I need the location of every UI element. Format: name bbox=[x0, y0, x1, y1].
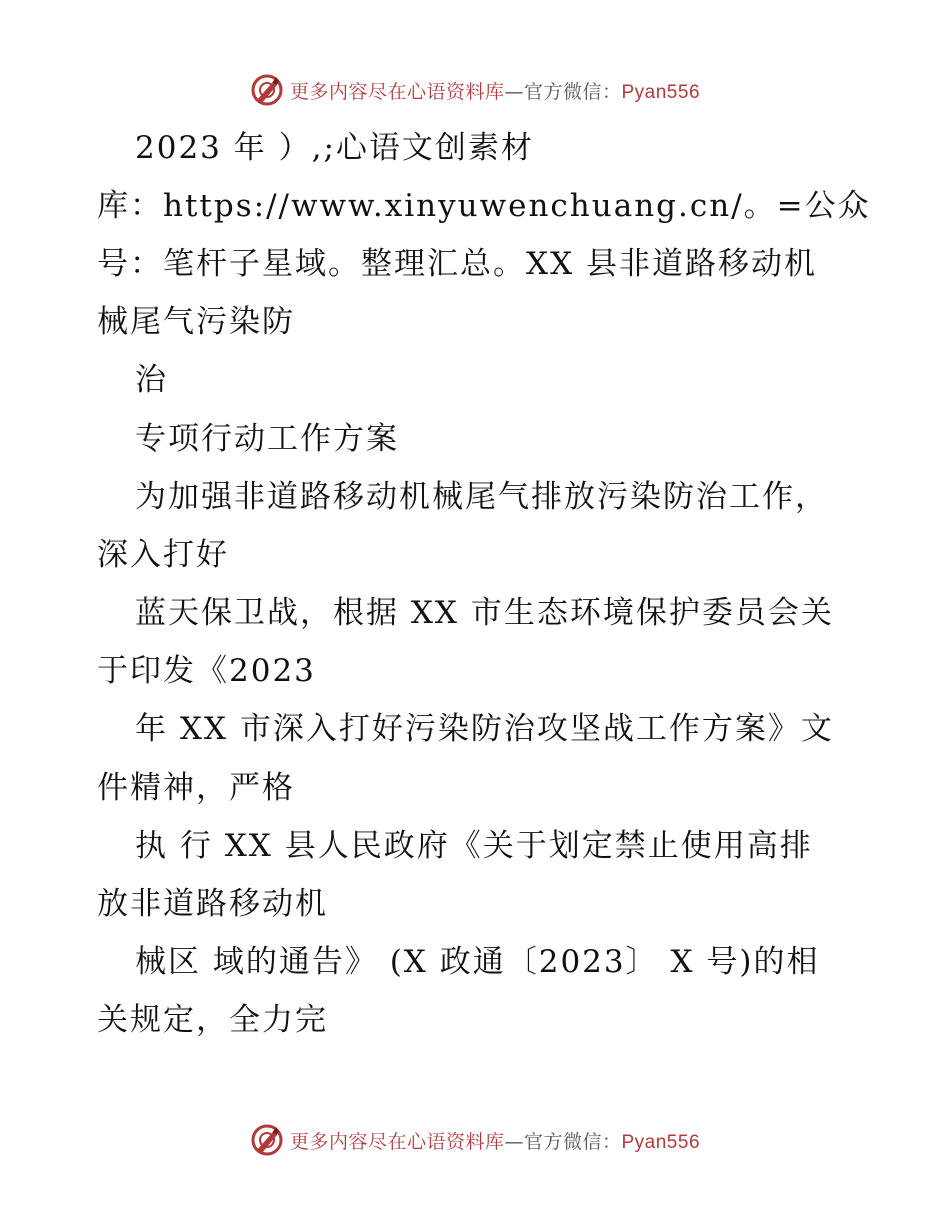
banner-official-label: 官方微信： bbox=[523, 80, 622, 103]
banner-wechat-id: Pyan556 bbox=[621, 81, 701, 103]
text-line: 械尾气污染防 bbox=[97, 304, 295, 340]
footer-banner bbox=[0, 1120, 950, 1160]
pen-logo-icon bbox=[250, 1123, 284, 1157]
banner-dash: — bbox=[504, 1130, 524, 1153]
text-line: 为加强非道路移动机械尾气排放污染防治工作， bbox=[135, 479, 828, 515]
banner-main-text: 更多内容尽在心语资料库 bbox=[289, 80, 505, 103]
banner-dash: — bbox=[504, 80, 524, 103]
text-line: 械区 域的通告》 (X 政通〔2023〕 X 号)的相 bbox=[135, 944, 820, 980]
text-line: 放非道路移动机 bbox=[97, 886, 328, 922]
text-line: 治 bbox=[135, 362, 168, 398]
text-line: 于印发《2023 bbox=[97, 653, 316, 689]
text-line: 件精神，严格 bbox=[97, 770, 295, 806]
banner-main-text: 更多内容尽在心语资料库 bbox=[289, 1130, 505, 1153]
banner-official-label: 官方微信： bbox=[523, 1130, 622, 1153]
text-line: 库：https://www.xinyuwenchuang.cn/。=公众 bbox=[97, 188, 871, 224]
text-line: 2023 年 ）,;心语文创素材 bbox=[135, 130, 534, 166]
text-line: 深入打好 bbox=[97, 537, 229, 573]
text-line: 号：笔杆子星域。整理汇总。XX 县非道路移动机 bbox=[97, 246, 817, 282]
text-line: 执 行 XX 县人民政府《关于划定禁止使用高排 bbox=[135, 828, 813, 864]
text-line: 关规定，全力完 bbox=[97, 1002, 328, 1038]
text-line: 专项行动工作方案 bbox=[135, 421, 399, 457]
text-line: 蓝天保卫战，根据 XX 市生态环境保护委员会关 bbox=[135, 595, 834, 631]
text-line: 年 XX 市深入打好污染防治攻坚战工作方案》文 bbox=[135, 711, 834, 747]
banner-text bbox=[290, 1127, 700, 1154]
banner-wechat-id: Pyan556 bbox=[621, 1131, 701, 1153]
